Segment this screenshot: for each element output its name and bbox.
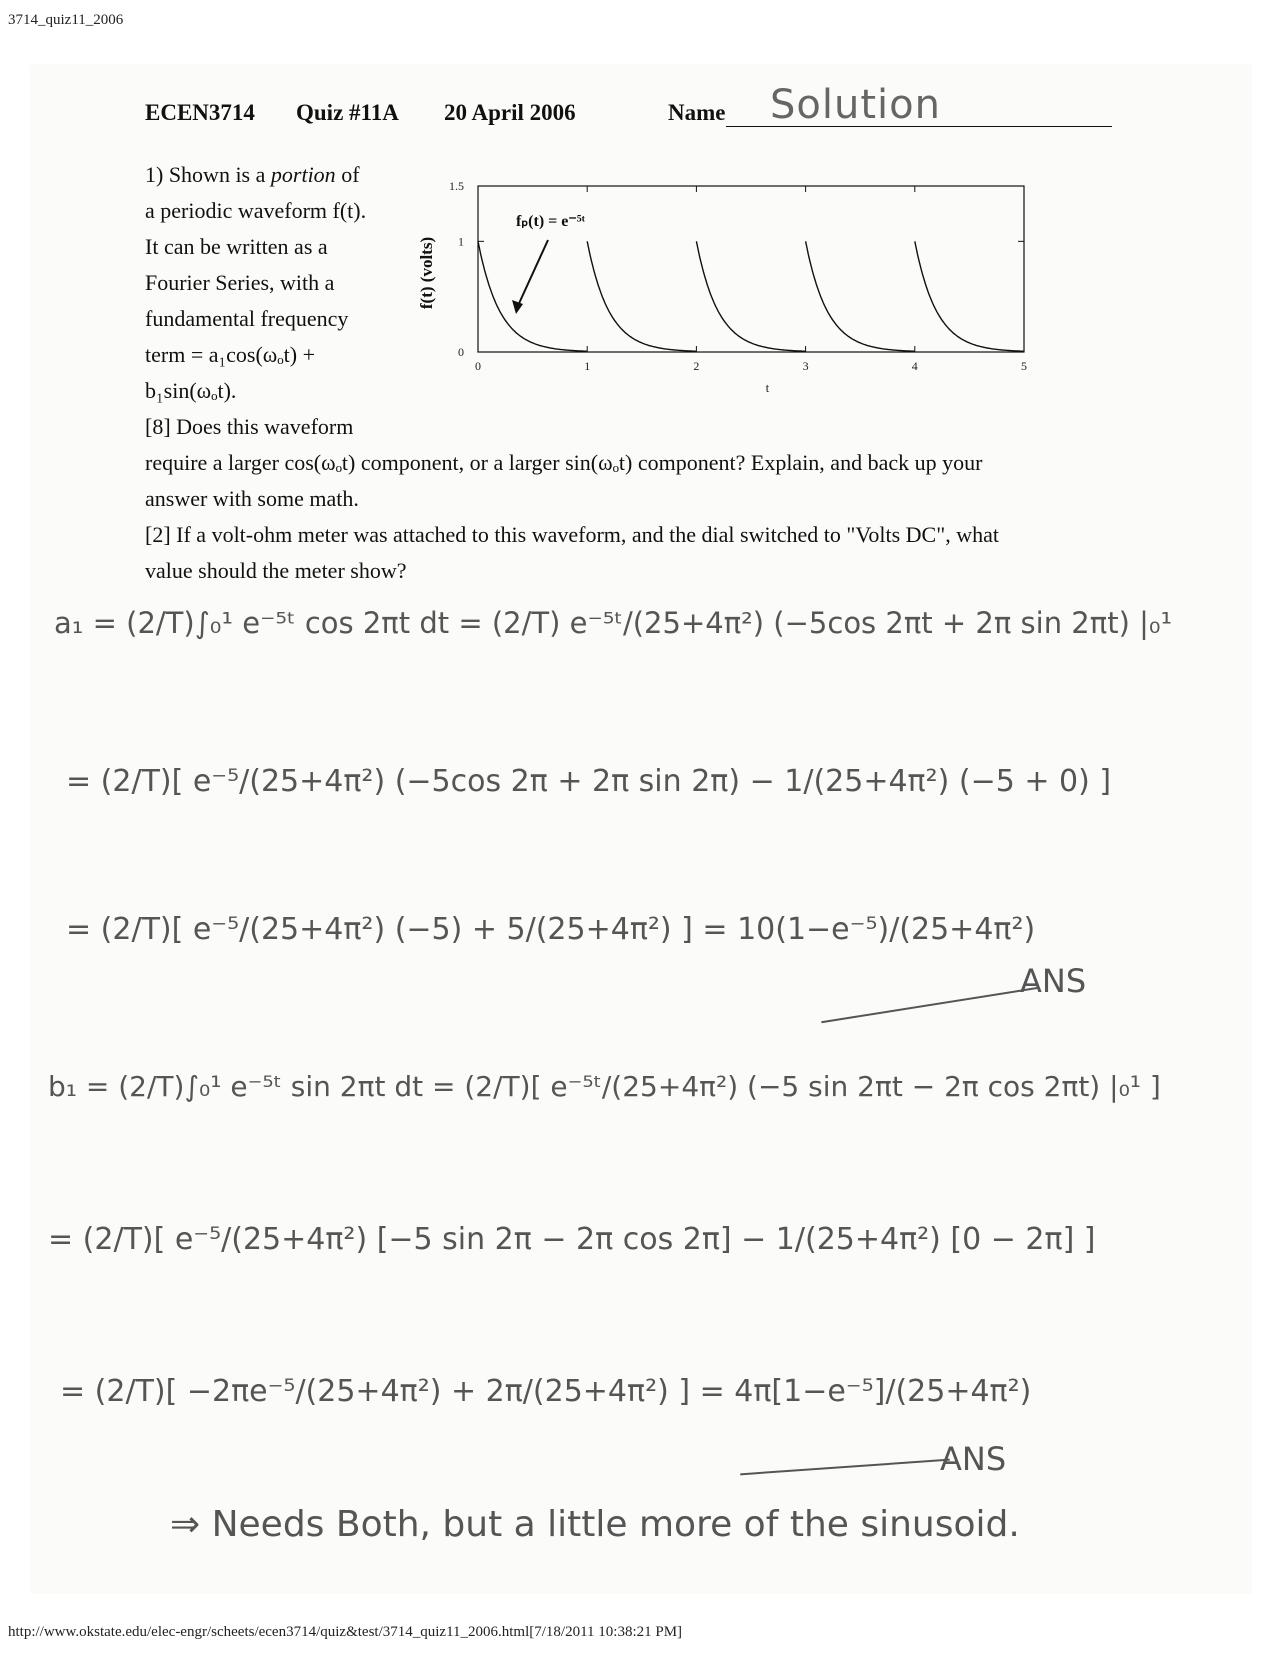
conclusion: ⇒ Needs Both, but a little more of the sinusoid. [170, 1504, 1020, 1545]
quiz-date: 20 April 2006 [444, 100, 576, 125]
annotation-arrowhead [512, 300, 523, 314]
y-tick-label-0: 0 [458, 345, 464, 359]
question-line-7: b₁sin(ωₒt). [145, 378, 237, 403]
a1-derivation-line-2: = (2/T)[ e⁻⁵/(25+4π²) (−5cos 2π + 2π sin 2π) − 1/(25+4π²) (−5 + 0) ] [66, 764, 1112, 799]
question-line-3: It can be written as a [145, 234, 328, 259]
a1-answer-mark: ANS [1020, 962, 1087, 1000]
waveform-series-line [478, 241, 1024, 351]
x-tick-label-2: 2 [693, 359, 700, 373]
question-line-10: answer with some math. [145, 486, 359, 511]
question-line-11: [2] If a volt-ohm meter was attached to this waveform, and the dial switched to "Volts DC", what [145, 522, 999, 547]
waveform-annotation: fₚ(t) = e⁻⁵ᵗ [516, 213, 586, 230]
question-line-5: fundamental frequency [145, 306, 349, 331]
question-line-2: a periodic waveform f(t). [145, 198, 367, 223]
question-line-12: value should the meter show? [145, 558, 407, 583]
b1-derivation-line-3: = (2/T)[ −2πe⁻⁵/(25+4π²) + 2π/(25+4π²) ] = 4π[1−e⁻⁵]/(25+4π²) [60, 1374, 1032, 1409]
x-tick-label-3: 3 [802, 359, 809, 373]
y-tick-label-1: 1 [458, 234, 464, 249]
name-label: Name [668, 100, 726, 125]
x-tick-label-1: 1 [584, 359, 591, 373]
question-line-1: 1) Shown is a portion of [145, 162, 360, 187]
b1-derivation-line-2: = (2/T)[ e⁻⁵/(25+4π²) [−5 sin 2π − 2π cos 2π] − 1/(25+4π²) [0 − 2π] ] [48, 1222, 1096, 1257]
quiz-number: Quiz #11A [296, 100, 399, 125]
a1-derivation-line-3: = (2/T)[ e⁻⁵/(25+4π²) (−5) + 5/(25+4π²) ] = 10(1−e⁻⁵)/(25+4π²) [66, 912, 1036, 947]
question-line-6: term = a₁cos(ωₒt) + [145, 342, 315, 367]
name-value: Solution [770, 82, 941, 128]
y-axis-label: f(t) (volts) [417, 236, 436, 310]
x-tick-label-5: 5 [1021, 359, 1027, 373]
question-line-4: Fourier Series, with a [145, 270, 335, 295]
footer-url: http://www.okstate.edu/elec-engr/scheets/ecen3714/quiz&test/3714_quiz11_2006.html[7/18/2011 10:38:21 PM] [8, 1624, 683, 1640]
course-code: ECEN3714 [145, 100, 255, 125]
plot-frame [478, 186, 1024, 352]
b1-derivation-line-1: b₁ = (2/T)∫₀¹ e⁻⁵ᵗ sin 2πt dt = (2/T)[ e⁻⁵ᵗ/(25+4π²) (−5 sin 2πt − 2π cos 2πt) |₀¹ ] [48, 1070, 1161, 1103]
y-tick-label-2: 1.5 [449, 179, 464, 193]
x-tick-label-0: 0 [475, 359, 481, 373]
b1-answer-mark: ANS [940, 1440, 1007, 1478]
waveform-chart [417, 179, 1110, 426]
browser-title: 3714_quiz11_2006 [8, 12, 124, 28]
question-line-9: require a larger cos(ωₒt) component, or a larger sin(ωₒt) component? Explain, and back up your [145, 450, 983, 475]
x-axis-label: t [765, 380, 770, 395]
annotation-arrow [516, 240, 548, 310]
question-line-8: [8] Does this waveform [145, 414, 354, 439]
x-tick-label-4: 4 [911, 359, 918, 373]
a1-derivation-line-1: a₁ = (2/T)∫₀¹ e⁻⁵ᵗ cos 2πt dt = (2/T) e⁻⁵ᵗ/(25+4π²) (−5cos 2πt + 2π sin 2πt) |₀¹ [54, 606, 1173, 640]
